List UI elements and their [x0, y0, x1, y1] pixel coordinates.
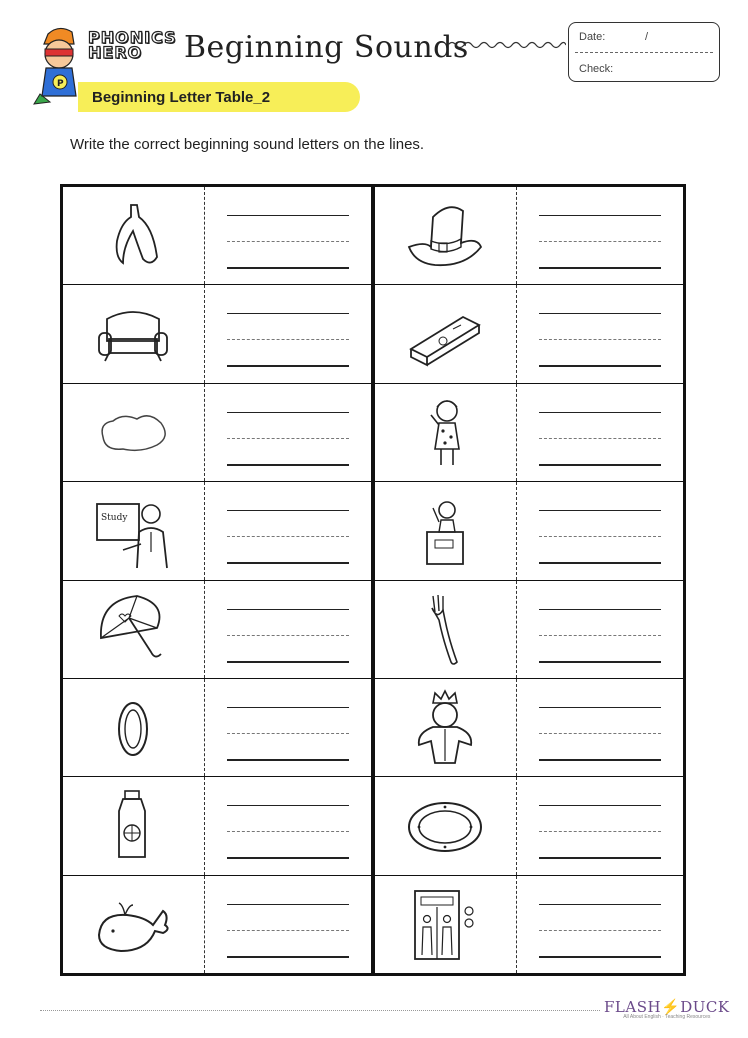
- writing-lines[interactable]: [517, 285, 683, 382]
- check-label: Check:: [579, 63, 614, 75]
- table-row: [63, 285, 371, 383]
- writing-lines[interactable]: [517, 876, 683, 973]
- table-row: [63, 482, 371, 580]
- table-row: [375, 384, 683, 482]
- table-row: [375, 679, 683, 777]
- writing-lines[interactable]: [517, 581, 683, 678]
- subtitle-banner: [78, 82, 360, 112]
- umbrella-icon: [93, 590, 173, 668]
- table-row: [63, 777, 371, 875]
- puddle-icon: [93, 393, 173, 471]
- logo-right: DUCK: [680, 998, 730, 1016]
- table-row: [63, 876, 371, 973]
- whale-icon: [93, 885, 173, 963]
- boy-in-box-icon: [405, 492, 485, 570]
- milk-carton-icon: [405, 295, 485, 373]
- date-separator: /: [645, 31, 649, 43]
- writing-lines[interactable]: [205, 679, 371, 776]
- svg-text:P: P: [57, 79, 64, 89]
- worksheet-table: [60, 184, 686, 976]
- writing-lines[interactable]: [517, 777, 683, 874]
- girl-icon: [405, 393, 485, 471]
- writing-lines[interactable]: [205, 187, 371, 284]
- instruction-text: Write the correct beginning sound letters on the lines.: [70, 136, 425, 153]
- left-column: [63, 187, 371, 973]
- hat-icon: [405, 197, 485, 275]
- banana-icon: [93, 197, 173, 275]
- writing-lines[interactable]: [205, 384, 371, 481]
- date-check-box: [568, 22, 720, 82]
- writing-lines[interactable]: [205, 581, 371, 678]
- table-row: [375, 581, 683, 679]
- table-row: [375, 187, 683, 285]
- table-row: [375, 777, 683, 875]
- juice-bottle-icon: [93, 787, 173, 865]
- table-row: [375, 285, 683, 383]
- table-row: [63, 679, 371, 777]
- elevator-icon: [405, 885, 485, 963]
- teacher-icon: [93, 492, 173, 570]
- footer-divider: [40, 1010, 600, 1011]
- king-icon: [405, 689, 485, 767]
- brand-logo: PHONICS HERO: [88, 28, 177, 62]
- date-divider: [575, 52, 713, 53]
- page-title: Beginning Sounds: [184, 30, 469, 65]
- subtitle: Beginning Letter Table_2: [92, 89, 271, 106]
- date-label: Date:: [579, 31, 606, 43]
- logo-left: FLASH: [604, 998, 662, 1016]
- lightning-icon: ⚡: [661, 998, 681, 1016]
- table-row: [63, 384, 371, 482]
- flashduck-logo: [604, 998, 730, 1020]
- study-label: Study: [101, 512, 128, 523]
- fork-icon: [405, 590, 485, 668]
- writing-lines[interactable]: [517, 679, 683, 776]
- logo-tagline: All About English · Teaching Resources: [623, 1014, 711, 1020]
- right-column: [375, 187, 683, 973]
- writing-lines[interactable]: [205, 285, 371, 382]
- plate-icon: [405, 787, 485, 865]
- writing-lines[interactable]: [205, 876, 371, 973]
- writing-lines[interactable]: [517, 384, 683, 481]
- ring-icon: [93, 689, 173, 767]
- wave-decoration: [448, 38, 566, 52]
- writing-lines[interactable]: [205, 777, 371, 874]
- writing-lines[interactable]: [205, 482, 371, 579]
- table-row: [63, 581, 371, 679]
- writing-lines[interactable]: [517, 187, 683, 284]
- table-row: [375, 482, 683, 580]
- table-row: [63, 187, 371, 285]
- sofa-icon: [93, 295, 173, 373]
- writing-lines[interactable]: [517, 482, 683, 579]
- table-row: [375, 876, 683, 973]
